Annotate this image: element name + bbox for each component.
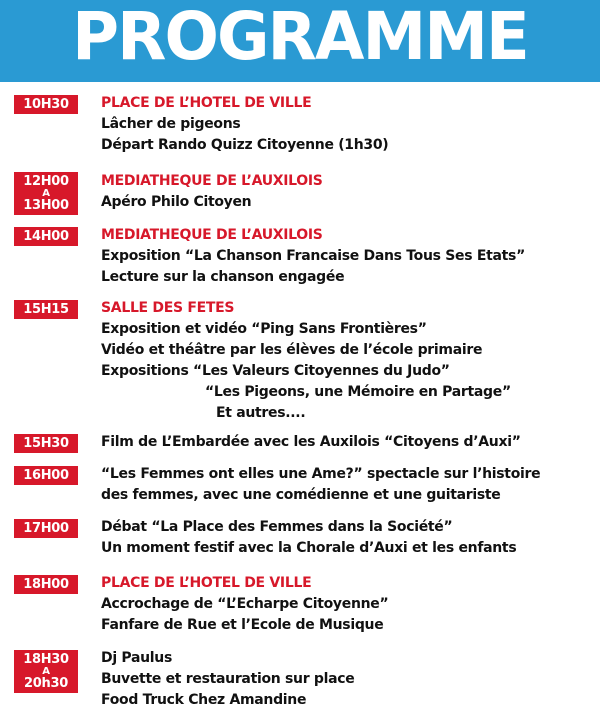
- activity-line: Food Truck Chez Amandine: [101, 692, 307, 708]
- time-label: 18H30: [23, 652, 69, 667]
- time-label: 12H00: [23, 174, 69, 189]
- activity-line: Exposition et vidéo “Ping Sans Frontières”: [101, 321, 427, 337]
- activity-line: Buvette et restauration sur place: [101, 671, 355, 687]
- time-label: 18H00: [23, 577, 69, 592]
- time-badge: [14, 575, 78, 594]
- entry-text: [101, 573, 388, 636]
- activity-line: Accrochage de “L’Echarpe Citoyenne”: [101, 596, 389, 612]
- entry-text: [101, 298, 511, 424]
- time-badge: [14, 650, 78, 693]
- activity-line: Lecture sur la chanson engagée: [101, 269, 345, 285]
- time-label: 17H00: [23, 521, 69, 536]
- entry-text: [101, 171, 323, 213]
- time-separator: A: [42, 188, 50, 199]
- time-label: 15H15: [23, 302, 69, 317]
- activity-line: Débat “La Place des Femmes dans la Société”: [101, 519, 453, 535]
- time-separator: A: [42, 666, 50, 677]
- time-badge: [14, 227, 78, 246]
- venue-label: PLACE DE L’HOTEL DE VILLE: [101, 575, 312, 591]
- time-badge: [14, 466, 78, 485]
- time-label: 13H00: [23, 198, 69, 213]
- venue-label: PLACE DE L’HOTEL DE VILLE: [101, 95, 312, 111]
- venue-label: SALLE DES FETES: [101, 300, 235, 316]
- time-badge: [14, 434, 78, 453]
- time-badge: [14, 95, 78, 114]
- time-badge: [14, 300, 78, 319]
- time-label: 16H00: [23, 468, 69, 483]
- activity-line: “Les Femmes ont elles une Ame?” spectacle sur l’histoire: [101, 466, 541, 482]
- activity-line: Expositions “Les Valeurs Citoyennes du Judo”: [101, 363, 450, 379]
- time-label: 15H30: [23, 436, 69, 451]
- activity-line: “Les Pigeons, une Mémoire en Partage”: [205, 384, 511, 400]
- entry-text: [101, 648, 354, 711]
- activity-line: Fanfare de Rue et l’Ecole de Musique: [101, 617, 384, 633]
- time-label: 10H30: [23, 97, 69, 112]
- entry-text: [101, 93, 388, 156]
- activity-line: Film de L’Embardée avec les Auxilois “Citoyens d’Auxi”: [101, 434, 521, 450]
- activity-line: Apéro Philo Citoyen: [101, 194, 252, 210]
- activity-line: des femmes, avec une comédienne et une guitariste: [101, 487, 501, 503]
- venue-label: MEDIATHEQUE DE L’AUXILOIS: [101, 173, 323, 189]
- activity-line: Et autres....: [216, 405, 306, 421]
- activity-line: Un moment festif avec la Chorale d’Auxi et les enfants: [101, 540, 517, 556]
- page-title: PROGRAMME: [72, 0, 528, 75]
- activity-line: Dj Paulus: [101, 650, 172, 666]
- time-badge: [14, 519, 78, 538]
- activity-line: Vidéo et théâtre par les élèves de l’école primaire: [101, 342, 483, 358]
- venue-label: MEDIATHEQUE DE L’AUXILOIS: [101, 227, 323, 243]
- entry-text: [101, 225, 525, 288]
- entry-text: [101, 517, 516, 559]
- time-label: 20h30: [24, 676, 68, 691]
- activity-line: Lâcher de pigeons: [101, 116, 241, 132]
- time-badge: [14, 172, 78, 215]
- entry-text: [101, 432, 521, 453]
- activity-line: Départ Rando Quizz Citoyenne (1h30): [101, 137, 389, 153]
- activity-line: Exposition “La Chanson Francaise Dans Tous Ses Etats”: [101, 248, 525, 264]
- entry-text: [101, 464, 540, 506]
- header-banner: [0, 0, 600, 82]
- time-label: 14H00: [23, 229, 69, 244]
